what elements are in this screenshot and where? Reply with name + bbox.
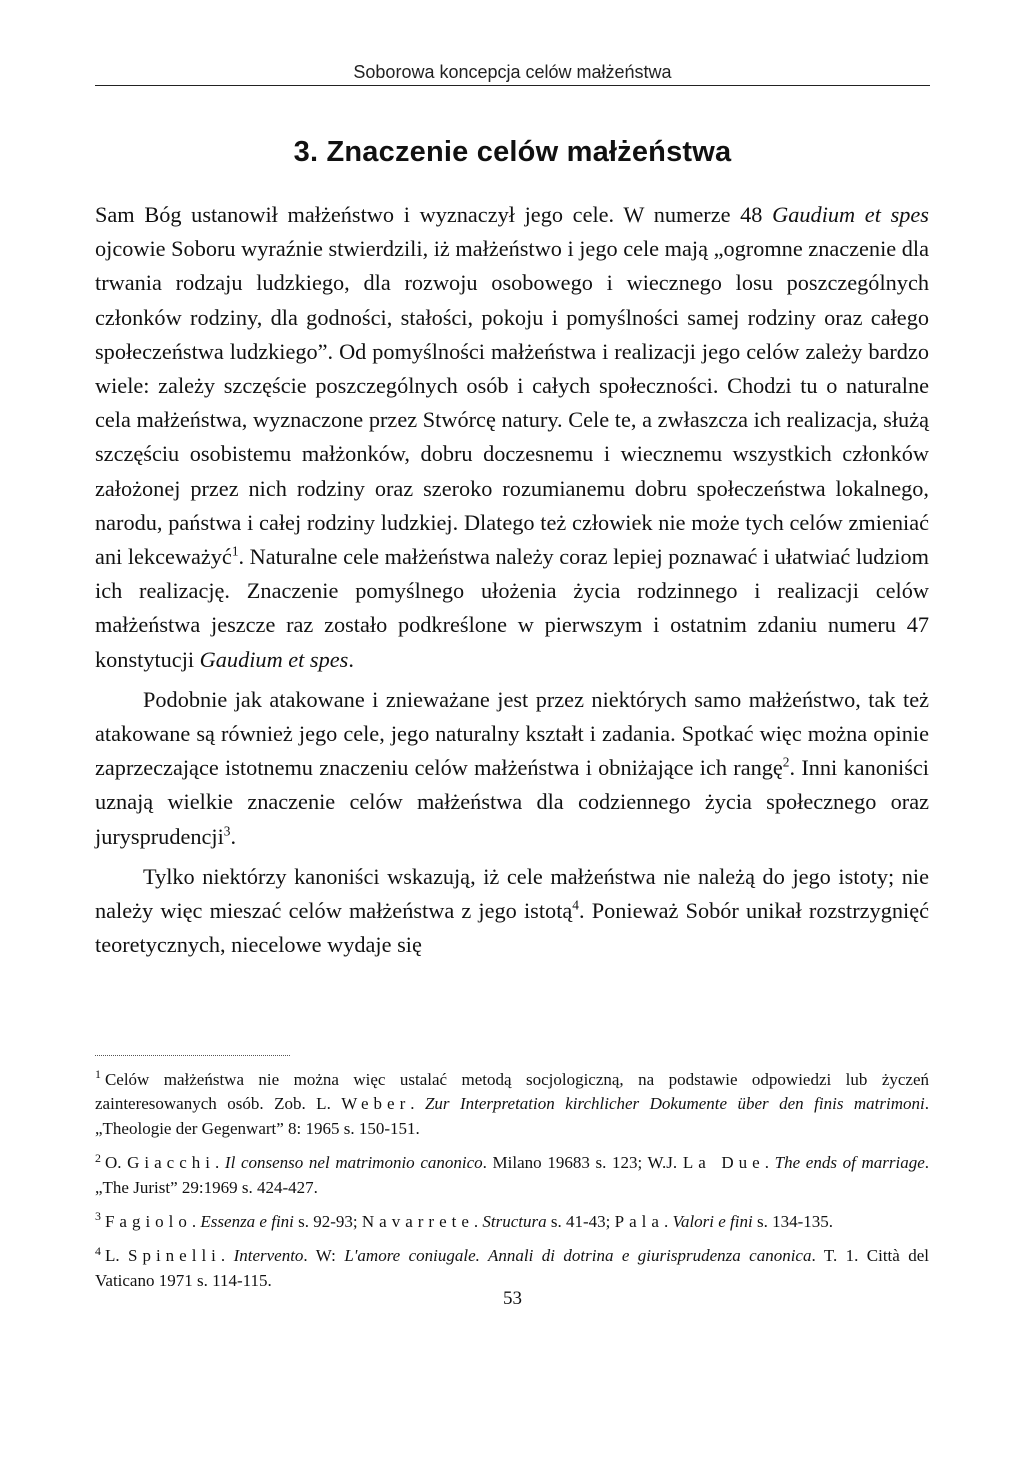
paragraph-2: Podobnie jak atakowane i znieważane jest przez niektórych samo małżeństwo, tak też atakowane są również jego cele, jego naturalny kształt i zadania. Spotkać więc można opinie zaprzeczające istotnemu znaczeniu celów małżeństwa i obniżające ich rangę$^2$. Inni kanoniści uznają wielkie znaczenie celów małżeństwa dla codziennego życia społecznego oraz jurysprudencji$^3$. (95, 686, 929, 849)
footnote-ref-3[interactable]: 3 (223, 823, 231, 839)
body-text (95, 198, 929, 968)
page-number: 53 (503, 1288, 522, 1309)
paragraph-1: Sam Bóg ustanowił małżeństwo i wyznaczył jego cele. W numerze 48 Gaudium et spes ojcowie Soboru wyraźnie stwierdzili, iż małżeństwo i jego cele mają „ogromne znaczenie dla trwania rodzaju ludzkiego, dla rozwoju osobowego i wiecznego losu poszczególnych członków rodziny, dla godności, stałości, pokoju i pomyślności samej rodziny oraz całego społeczeństwa ludzkiego”. Od pomyślności małżeństwa i realizacji jego celów zależy bardzo wiele: zależy szczęście poszczególnych osób i całych społeczności. Chodzi tu o naturalne cela małżeństwa, wyznaczone przez Stwórcę natury. Cele te, a zwłaszcza ich realizacja, służą szczęściu osobistemu małżonków, dobru doczesnemu i wiecznemu wszystkich członków założonej przez nich rodziny oraz szeroko rozumianemu dobru społeczeństwa lokalnego, narodu, państwa i całej rodziny ludzkiej. Dlatego też człowiek nie może tych celów zmieniać ani lekceważyć$^1$. Naturalne cele małżeństwa należy coraz lepiej poznawać i ułatwiać ludziom ich realizację. Znaczenie pomyślnego ułożenia życia rodzinnego i realizacji celów małżeństwa jeszcze raz zostało podkreślone w pierwszym i ostatnim zdaniu numeru 47 konstytucji Gaudium et spes. (95, 202, 929, 672)
footnote-ref-2[interactable]: 2 (782, 754, 790, 770)
footnote-separator (95, 1055, 290, 1056)
footnotes (95, 1068, 929, 1303)
running-head: Soborowa koncepcja celów małżeństwa (353, 62, 672, 82)
header-rule (95, 85, 930, 86)
paragraph-3: Tylko niektórzy kanoniści wskazują, iż cele małżeństwa nie należą do jego istoty; nie należy więc mieszać celów małżeństwa z jego istotą$^4$. Ponieważ Sobór unikał rozstrzygnięć teoretycznych, niecelowe wydaje się (95, 863, 929, 958)
footnote-2: $^2$ O. Giacchi. Il consenso nel matrimonio canonico. Milano 19683 s. 123; W.J. La Due. The ends of marriage. „The Jurist” 29:1969 s. 424-427. (95, 1150, 929, 1197)
footnote-1: $^1$ Celów małżeństwa nie można więc ustalać metodą socjologiczną, na podstawie odpowiedzi lub życzeń zainteresowanych osób. Zob. L. Weber. Zur Interpretation kirchlicher Dokumente über den finis matrimoni. „Theologie der Gegenwart” 8: 1965 s. 150-151. (95, 1067, 929, 1138)
footnote-4: $^4$ L. Spinelli. Intervento. W: L'amore coniugale. Annali di dotrina e giurisprudenza canonica. T. 1. Città del Vaticano 1971 s. 114-115. (95, 1243, 929, 1290)
section-title: 3. Znaczenie celów małżeństwa (293, 136, 732, 168)
footnote-ref-4[interactable]: 4 (572, 897, 579, 913)
footnote-ref-1[interactable]: 1 (231, 543, 239, 559)
footnote-3: $^3$ Fagiolo. Essenza e fini s. 92-93; Navarrete. Structura s. 41-43; Pala. Valori e fini s. 134-135. (95, 1209, 833, 1232)
